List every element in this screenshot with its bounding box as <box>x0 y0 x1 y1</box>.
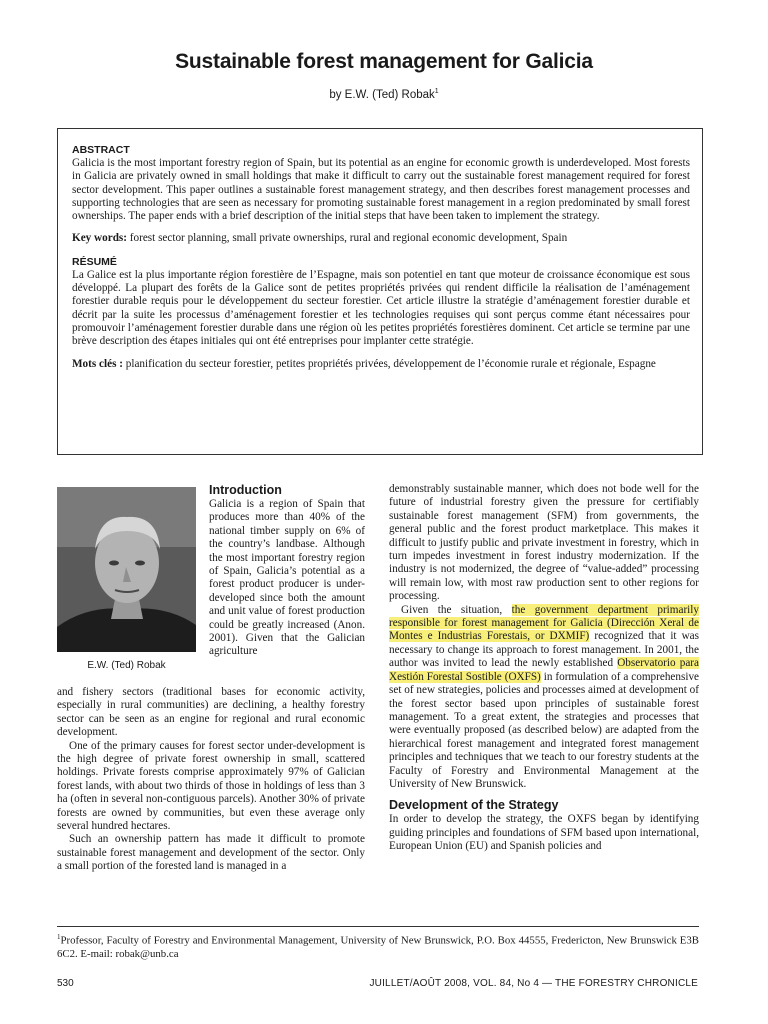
strategy-heading: Development of the Strategy <box>389 798 559 813</box>
right-paragraph-2 <box>389 604 699 792</box>
journal-footer: JUILLET/AOÛT 2008, VOL. 84, No 4 — THE FORESTRY CHRONICLE <box>369 978 698 989</box>
footnote-divider <box>57 926 699 927</box>
page-number: 530 <box>57 978 74 989</box>
photo-caption: E.W. (Ted) Robak <box>87 660 166 671</box>
author-portrait-icon <box>57 487 196 652</box>
footnote <box>57 931 699 962</box>
resume-text: La Galice est la plus importante région forestière de l’Espagne, mais son potentiel en tant que moteur de croissance économique est sous développé. La plupart des forêts de la Galice sont de petites propriétés privées qui rendent difficile la réalisation de l’aménagement forestier durable requis pour le développement du secteur forestier. Cet article illustre la stratégie d’aménagement forestier durable et décrit par la suite les processus d’aménagement forestier et les technologies requises qui sont perçus comme étant nécessaires pour promouvoir l’aménagement forestier durable dans une région où les petites propriétés forestières dominent. Cet article se termine par une brève description des étapes initiales qui ont été entreprises pour implanter cette stratégie. <box>72 268 690 348</box>
paper-title: Sustainable forest management for Galicia <box>175 50 593 73</box>
right-paragraph-2-c: in formulation of a comprehensive set of new strategies, policies and processes aimed at development of the forest sector based upon principles of sustainable forest management. To a great extent, the strategies and processes that were eventually proposed (as described below) are adapted from the hierarchical forest management and integrated forest management principles and techniques that we teach to our forestry students at the Faculty of Forestry and Environmental Management at the University of New Brunswick. <box>389 670 700 790</box>
author-name: by E.W. (Ted) Robak <box>329 88 435 101</box>
introduction-wrap <box>209 483 365 659</box>
mots-cles-label: Mots clés : <box>72 357 123 370</box>
author-photo <box>57 487 196 652</box>
mots-cles-text: planification du secteur forestier, petites propriétés privées, développement de l’économie rurale et régionale, Espagne <box>125 357 656 370</box>
byline <box>0 88 768 101</box>
right-paragraph-2-b: recognized that it was necessary to change its approach to forest management. In 2001, the author was invited to lead the newly established <box>389 630 699 670</box>
highlight-dxmif: the government department primarily responsible for forest management for Galicia (Dirección Xeral de Montes e Industrias Forestais, or DXMIF) <box>389 603 699 643</box>
abstract-text: Galicia is the most important forestry region of Spain, but its potential as an engine for economic growth is underdeveloped. Most forests in Galicia are privately owned in small holdings that make it difficult to carry out the sustainable forest management required for forest sector development. This paper outlines a sustainable forest management strategy, and then describes forest management processes and supporting technologies that are seen as necessary for promoting sustainable forest management in a region predominated by small forest ownerships. The paper ends with a brief description of the initial steps that have been taken to implement the strategy. <box>72 157 690 223</box>
introduction-paragraph-1-continued: and fishery sectors (traditional bases for economic activity, especially in rural communities) are declining, a healthy forestry sector can be seen as an engine for regional and rural economic development. <box>57 686 365 739</box>
introduction-paragraph-3: Such an ownership pattern has made it difficult to promote sustainable forest management and development of the sector. Only a small portion of the forested land is managed in a <box>57 833 365 873</box>
keywords-label: Key words: <box>72 232 127 245</box>
highlight-oxfs: Observatorio para Xestión Forestal Sostible (OXFS) <box>389 657 699 683</box>
left-column <box>57 686 365 874</box>
introduction-paragraph-1: Galicia is a region of Spain that produces more than 40% of the national timber supply on 6% of the country’s landbase. Although the most important forestry region of Spain, Galicia’s potential as a forest product producer is under-developed since both the amount and unit value of forest production could be greatly increased (Anon. 2001). Given that the Galician agriculture <box>209 498 365 658</box>
abstract-heading: ABSTRACT <box>72 144 130 156</box>
introduction-heading: Introduction <box>209 483 282 497</box>
right-column <box>389 483 699 854</box>
keywords <box>72 232 690 245</box>
mots-cles <box>72 358 690 371</box>
introduction-paragraph-2: One of the primary causes for forest sector under-development is the high degree of private forest ownership in small, scattered holdings. Private forests comprise approximately 97% of Galician forest lands, with about two thirds of those in holdings of less than 3 ha (often in several non-contiguous parcels). Another 30% of private forests are owned by communities, but even these average only several hundred hectares. <box>57 739 365 833</box>
keywords-text: forest sector planning, small private ownerships, rural and regional economic development, Spain <box>129 232 568 245</box>
strategy-paragraph-1: In order to develop the strategy, the OXFS began by identifying guiding principles and foundations of SFM based upon international, European Union (EU) and Spanish policies and <box>389 813 699 853</box>
footnote-text: Professor, Faculty of Forestry and Environmental Management, University of New Brunswick, P.O. Box 44555, Fredericton, New Brunswick E3B 6C2. E-mail: robak@unb.ca <box>57 934 699 961</box>
footnote-marker: 1 <box>57 933 61 941</box>
resume-heading: RÉSUMÉ <box>72 255 117 268</box>
abstract-box <box>57 128 703 455</box>
right-paragraph-2-a: Given the situation, <box>401 603 503 616</box>
right-paragraph-1: demonstrably sustainable manner, which does not bode well for the future of industrial forestry given the pressure for certifiably sustainable forest management (SFM) from governments, the general public and the forest product marketplace. This makes it difficult to justify public and private investment in forestry, which in turn impedes investment in forest industry modernization. If the industry is not modernized, the degree of “value-added” processing will remain low, with most raw production sent to other regions for processing. <box>389 483 699 603</box>
byline-footnote-marker: 1 <box>434 88 439 95</box>
